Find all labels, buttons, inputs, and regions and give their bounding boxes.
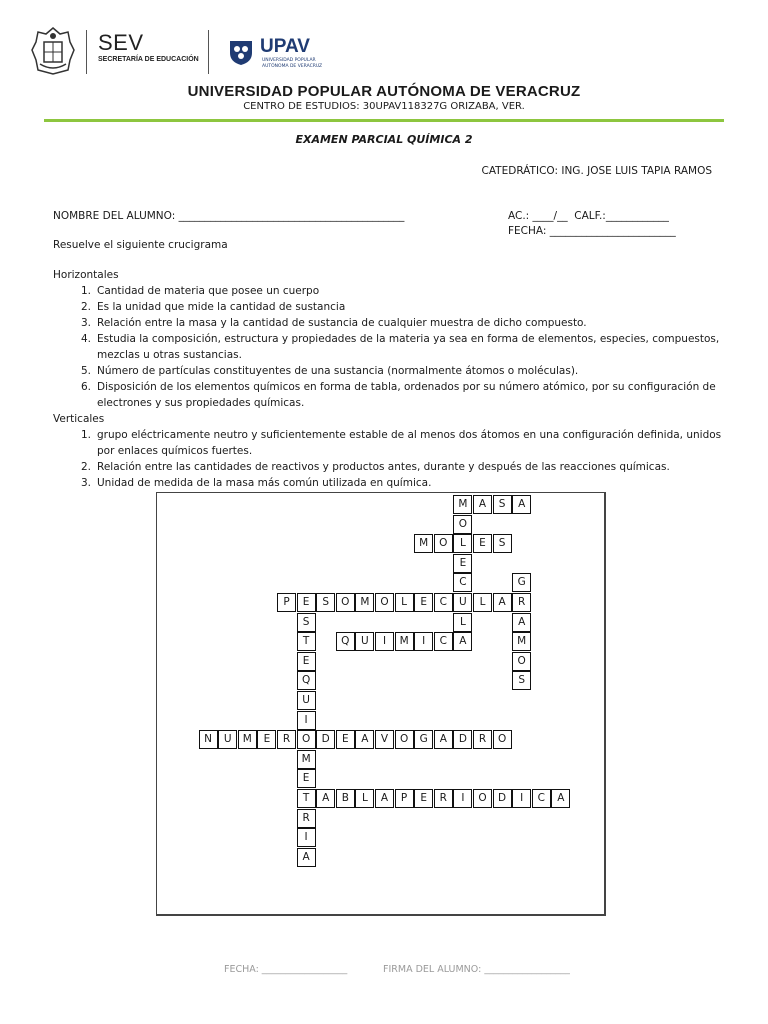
- crossword-cell[interactable]: S: [493, 495, 512, 514]
- crossword-cell[interactable]: L: [453, 613, 472, 632]
- clue-text: Relación entre la masa y la cantidad de sustancia de cualquier muestra de dicho compuesto.: [97, 317, 587, 329]
- crossword-cell[interactable]: I: [414, 632, 433, 651]
- crossword-cell[interactable]: O: [395, 730, 414, 749]
- crossword-cell[interactable]: E: [453, 554, 472, 573]
- crossword-cell[interactable]: U: [355, 632, 374, 651]
- crossword-cell[interactable]: S: [297, 613, 316, 632]
- crossword-cell[interactable]: G: [512, 573, 531, 592]
- crossword-cell[interactable]: Q: [336, 632, 355, 651]
- vertical-heading: Verticales: [53, 413, 105, 425]
- crossword-cell[interactable]: R: [277, 730, 296, 749]
- clue-number: 2.: [80, 301, 91, 313]
- clue-number: 4.: [80, 333, 91, 345]
- exam-title: EXAMEN PARCIAL QUÍMICA 2: [295, 133, 473, 146]
- crossword-board: [156, 492, 606, 916]
- crossword-grid: [157, 493, 604, 914]
- crossword-cell[interactable]: V: [375, 730, 394, 749]
- clue-text: Unidad de medida de la masa más común utilizada en química.: [97, 477, 432, 489]
- crossword-cell[interactable]: M: [297, 750, 316, 769]
- crossword-cell[interactable]: B: [336, 789, 355, 808]
- crossword-cell[interactable]: E: [297, 769, 316, 788]
- horizontal-clue: [53, 315, 723, 331]
- crossword-cell[interactable]: A: [512, 495, 531, 514]
- clue-number: 1.: [80, 429, 91, 441]
- crossword-cell[interactable]: R: [434, 789, 453, 808]
- crossword-cell[interactable]: S: [316, 593, 335, 612]
- clue-text: Disposición de los elementos químicos en forma de tabla, ordenados por su número atómico, por su configuración de electrones y sus propiedades químicas.: [97, 381, 716, 409]
- crossword-cell[interactable]: O: [493, 730, 512, 749]
- clue-number: 1.: [80, 285, 91, 297]
- vertical-clue: [53, 475, 723, 491]
- teacher-name: CATEDRÁTICO: ING. JOSE LUIS TAPIA RAMOS: [481, 165, 712, 177]
- crossword-cell[interactable]: U: [218, 730, 237, 749]
- crossword-cell[interactable]: E: [297, 593, 316, 612]
- clue-text: Estudia la composición, estructura y propiedades de la materia ya sea en forma de elementos, especies, compuestos, mezclas u otras sustancias.: [97, 333, 720, 361]
- crossword-cell[interactable]: M: [238, 730, 257, 749]
- crossword-cell[interactable]: L: [395, 593, 414, 612]
- clue-text: Es la unidad que mide la cantidad de sustancia: [97, 301, 346, 313]
- horizontal-heading: Horizontales: [53, 269, 119, 281]
- horizontal-clue: [53, 283, 723, 299]
- horizontal-clue: [53, 331, 723, 363]
- crossword-cell[interactable]: A: [551, 789, 570, 808]
- crossword-cell[interactable]: O: [473, 789, 492, 808]
- crossword-cell[interactable]: S: [493, 534, 512, 553]
- crossword-cell[interactable]: M: [395, 632, 414, 651]
- header-divider-2: [208, 30, 209, 74]
- crossword-cell[interactable]: A: [316, 789, 335, 808]
- crossword-cell[interactable]: E: [336, 730, 355, 749]
- green-divider: [44, 119, 724, 122]
- crossword-cell[interactable]: D: [453, 730, 472, 749]
- crossword-cell[interactable]: E: [257, 730, 276, 749]
- header-divider: [86, 30, 87, 74]
- vertical-clue: [53, 459, 723, 475]
- crossword-cell[interactable]: I: [512, 789, 531, 808]
- crossword-cell[interactable]: I: [297, 711, 316, 730]
- crossword-cell[interactable]: T: [297, 789, 316, 808]
- horizontal-clue: [53, 363, 723, 379]
- crossword-cell[interactable]: Q: [297, 671, 316, 690]
- crossword-cell[interactable]: M: [355, 593, 374, 612]
- crossword-cell[interactable]: L: [473, 593, 492, 612]
- crossword-cell[interactable]: L: [453, 534, 472, 553]
- crossword-cell[interactable]: E: [414, 593, 433, 612]
- footer-date: FECHA: __________________: [224, 964, 348, 975]
- crossword-cell[interactable]: R: [297, 809, 316, 828]
- crossword-cell[interactable]: L: [355, 789, 374, 808]
- clue-text: Cantidad de materia que posee un cuerpo: [97, 285, 320, 297]
- crossword-cell[interactable]: A: [512, 613, 531, 632]
- upav-subtitle-1: UNIVERSIDAD POPULAR: [262, 58, 316, 63]
- crossword-cell[interactable]: R: [473, 730, 492, 749]
- study-center: CENTRO DE ESTUDIOS: 30UPAV118327G ORIZABA, VER.: [243, 101, 525, 112]
- crossword-cell[interactable]: E: [297, 652, 316, 671]
- crossword-cell[interactable]: A: [355, 730, 374, 749]
- clue-number: 2.: [80, 461, 91, 473]
- vertical-clue: [53, 427, 723, 459]
- crossword-cell[interactable]: M: [414, 534, 433, 553]
- crossword-cell[interactable]: A: [473, 495, 492, 514]
- crossword-cell[interactable]: S: [512, 671, 531, 690]
- crossword-cell[interactable]: A: [493, 593, 512, 612]
- crossword-cell[interactable]: D: [316, 730, 335, 749]
- sev-subtitle: SECRETARÍA DE EDUCACIÓN: [98, 56, 199, 63]
- crossword-cell[interactable]: M: [512, 632, 531, 651]
- crossword-cell[interactable]: U: [453, 593, 472, 612]
- university-title: UNIVERSIDAD POPULAR AUTÓNOMA DE VERACRUZ: [187, 83, 581, 100]
- crossword-cell[interactable]: E: [473, 534, 492, 553]
- clue-text: Número de partículas constituyentes de una sustancia (normalmente átomos o moléculas).: [97, 365, 579, 377]
- crossword-cell[interactable]: O: [375, 593, 394, 612]
- ac-calf-field: AC.: ____/__ CALF.:____________: [508, 210, 669, 222]
- upav-shield-icon: [228, 38, 254, 66]
- horizontal-clue: [53, 379, 723, 411]
- crossword-cell[interactable]: O: [453, 515, 472, 534]
- crossword-cell[interactable]: C: [434, 632, 453, 651]
- crossword-cell[interactable]: O: [297, 730, 316, 749]
- clue-number: 6.: [80, 381, 91, 393]
- crossword-cell[interactable]: R: [512, 593, 531, 612]
- crossword-cell[interactable]: M: [453, 495, 472, 514]
- crossword-cell[interactable]: I: [297, 828, 316, 847]
- crossword-cell[interactable]: P: [277, 593, 296, 612]
- crossword-cell[interactable]: I: [453, 789, 472, 808]
- crossword-cell[interactable]: A: [375, 789, 394, 808]
- clue-number: 3.: [80, 317, 91, 329]
- crossword-cell[interactable]: D: [493, 789, 512, 808]
- crossword-cell[interactable]: A: [453, 632, 472, 651]
- date-field: FECHA: ________________________: [508, 225, 676, 237]
- clue-number: 5.: [80, 365, 91, 377]
- crossword-cell[interactable]: T: [297, 632, 316, 651]
- crossword-cell[interactable]: I: [375, 632, 394, 651]
- clues-section: [53, 267, 723, 491]
- footer-signature: FIRMA DEL ALUMNO: __________________: [383, 964, 570, 975]
- crossword-cell[interactable]: C: [453, 573, 472, 592]
- clue-text: Relación entre las cantidades de reactivos y productos antes, durante y después de las reacciones químicas.: [97, 461, 670, 473]
- crossword-cell[interactable]: O: [434, 534, 453, 553]
- horizontal-clue: [53, 299, 723, 315]
- upav-subtitle-2: AUTÓNOMA DE VERACRUZ: [262, 64, 323, 69]
- crossword-cell[interactable]: N: [199, 730, 218, 749]
- crossword-cell[interactable]: P: [395, 789, 414, 808]
- crossword-cell[interactable]: G: [414, 730, 433, 749]
- upav-logo-text: UPAV: [260, 36, 310, 57]
- crossword-cell[interactable]: O: [336, 593, 355, 612]
- clue-number: 3.: [80, 477, 91, 489]
- crossword-cell[interactable]: A: [297, 848, 316, 867]
- crossword-cell[interactable]: O: [512, 652, 531, 671]
- crossword-cell[interactable]: U: [297, 691, 316, 710]
- coat-of-arms-logo: [30, 26, 76, 76]
- crossword-cell[interactable]: A: [434, 730, 453, 749]
- crossword-cell[interactable]: C: [434, 593, 453, 612]
- sev-logo-text: SEV: [98, 30, 144, 55]
- instruction: Resuelve el siguiente crucigrama: [53, 239, 228, 251]
- student-name-field: NOMBRE DEL ALUMNO: ___________________________________________: [53, 210, 405, 222]
- crossword-cell[interactable]: E: [414, 789, 433, 808]
- crossword-cell[interactable]: C: [532, 789, 551, 808]
- clue-text: grupo eléctricamente neutro y suficientemente estable de al menos dos átomos en una configuración definida, unidos por enlaces químicos fuertes.: [97, 429, 722, 457]
